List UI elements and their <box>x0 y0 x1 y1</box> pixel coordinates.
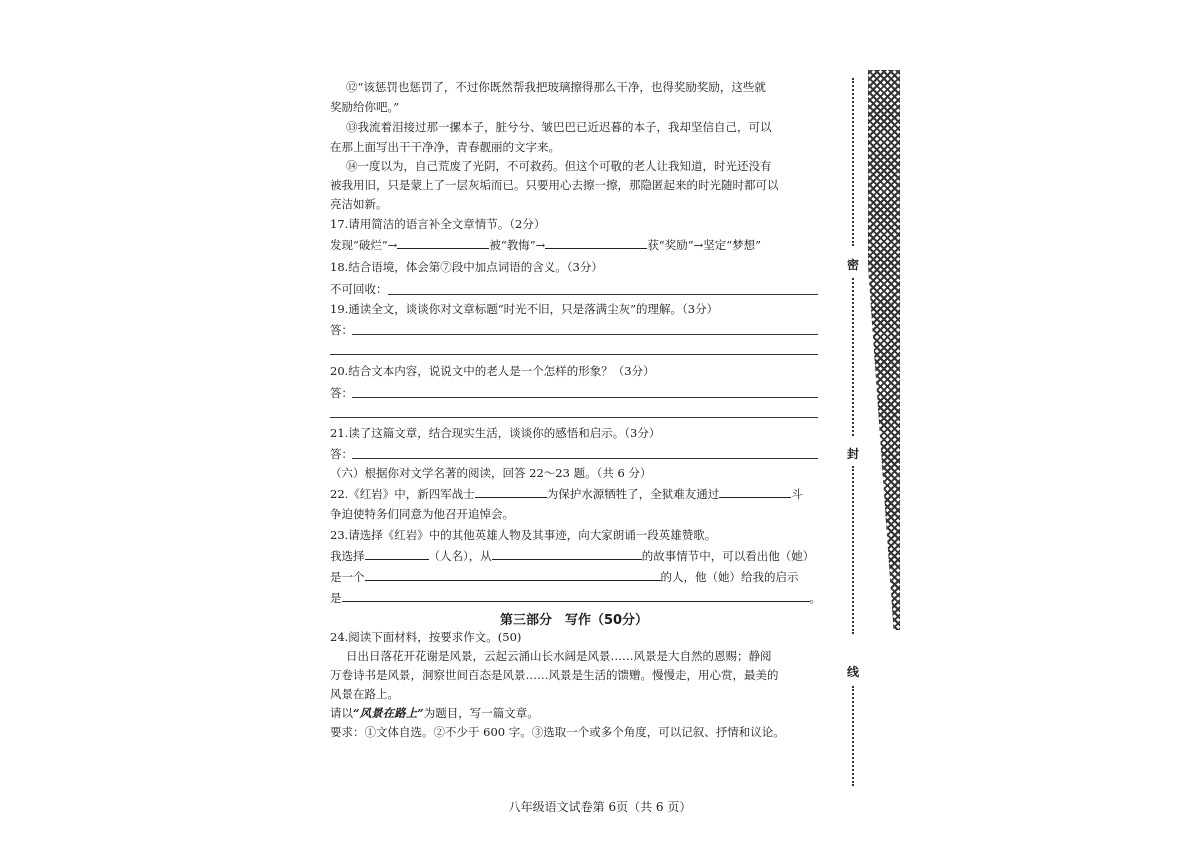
q17-part-a: 发现“破烂”→ <box>330 238 398 252</box>
passage-p14-line1: ⑭一度以为，自己荒废了光阴，不可救药。但这个可敬的老人让我知道，时光还没有 <box>346 159 772 173</box>
q17-part-b: 被“教悔”→ <box>489 238 546 252</box>
prompt-part-a: 请以 <box>330 706 353 720</box>
q23-answer-row-2 <box>330 568 830 586</box>
question-22-line2: 争迫使特务们同意为他召开追悼会。 <box>330 507 514 521</box>
binding-dotted-line-4 <box>852 686 856 786</box>
q18-answer-line[interactable] <box>388 294 818 295</box>
q20-answer-label: 答： <box>330 386 353 400</box>
question-22-line1 <box>330 485 830 503</box>
q23-blank-story[interactable] <box>492 547 642 560</box>
question-20: 20.结合文本内容，说说文中的老人是一个怎样的形象？（3分） <box>330 364 655 378</box>
material-line-2: 万卷诗书是风景，洞察世间百态是风景……风景是生活的馈赠。慢慢走，用心赏，最美的 <box>330 668 779 682</box>
binding-dotted-line-1 <box>852 78 856 246</box>
q23-blank-trait[interactable] <box>365 568 661 581</box>
q22-blank-2[interactable] <box>719 485 791 498</box>
writing-requirements: 要求：①文体自选。②不少于 600 字。③选取一个或多个角度，可以记叙、抒情和议论。 <box>330 725 785 739</box>
q21-answer-line[interactable] <box>352 458 818 459</box>
q19-answer-line-1[interactable] <box>352 334 818 335</box>
q18-answer-label: 不可回收： <box>330 282 388 296</box>
binding-dotted-line-2 <box>852 278 856 436</box>
q22-part-a: 22.《红岩》中，新四军战士 <box>330 487 475 501</box>
material-line-3: 风景在路上。 <box>330 687 399 701</box>
passage-p14-line3: 亮洁如新。 <box>330 197 388 211</box>
question-18: 18.结合语境，体会第⑦段中加点词语的含义。（3分） <box>330 260 603 274</box>
question-21: 21.读了这篇文章，结合现实生活，谈谈你的感悟和启示。（3分） <box>330 426 661 440</box>
q23-part-a: 我选择 <box>330 549 365 563</box>
q23-answer-row-1 <box>330 547 830 565</box>
q17-blank-2[interactable] <box>545 236 647 249</box>
q22-blank-1[interactable] <box>475 485 547 498</box>
q21-answer-label: 答： <box>330 447 353 461</box>
q23-part-b: （人名），从 <box>428 549 492 563</box>
section-6-heading: （六）根据你对文学名著的阅读，回答 22～23 题。（共 6 分） <box>330 466 652 480</box>
page-footer: 八年级语文试卷第 6页（共 6 页） <box>508 800 692 814</box>
q17-part-c: 获“奖励”→坚定“梦想” <box>647 238 761 252</box>
passage-p13-line2: 在那上面写出干干净净，青春靓丽的文字来。 <box>330 140 560 154</box>
q23-part-c: 的故事情节中，可以看出他（她） <box>641 549 815 563</box>
question-17-answer-row <box>330 236 830 254</box>
q22-part-c: 斗 <box>791 487 803 501</box>
q23-blank-name[interactable] <box>365 547 429 560</box>
question-19: 19.通读全文，谈谈你对文章标题“时光不旧，只是落满尘灰”的理解。（3分） <box>330 302 719 316</box>
binding-label-seal: 密 <box>846 258 859 272</box>
writing-section-title: 第三部分 写作（50分） <box>499 613 649 628</box>
question-17: 17.请用简洁的语言补全文章情节。（2分） <box>330 217 546 231</box>
prompt-part-b: 为题目，写一篇文章。 <box>423 706 539 720</box>
passage-p14-line2: 被我用旧，只是蒙上了一层灰垢而已。只要用心去擦一擦，那隐匿起来的时光随时都可以 <box>330 178 779 192</box>
q22-part-b: 为保护水源牺牲了，全狱难友通过 <box>546 487 720 501</box>
q23-blank-insight[interactable] <box>342 589 810 602</box>
binding-dotted-line-3 <box>852 466 856 634</box>
q23-part-d: 是一个 <box>330 570 365 584</box>
passage-p13-line1: ⑬我流着泪接过那一摞本子，脏兮兮、皱巴巴已近迟暮的本子，我却坚信自己，可以 <box>346 120 772 134</box>
passage-p12-line2: 奖励给你吧。” <box>330 100 400 114</box>
question-24: 24.阅读下面材料，按要求作文。(50) <box>330 630 522 644</box>
passage-p12-line1: ⑫“该惩罚也惩罚了，不过你既然帮我把玻璃擦得那么干净，也得奖励奖励，这些就 <box>346 80 766 94</box>
binding-label-fold: 封 <box>846 447 859 461</box>
material-line-1: 日出日落花开花谢是风景，云起云涌山长水阔是风景……风景是大自然的恩赐；静阅 <box>346 649 772 663</box>
q23-part-e: 的人，他（她）给我的启示 <box>660 570 799 584</box>
q23-part-f: 是 <box>330 591 342 605</box>
q19-answer-line-2[interactable] <box>330 354 818 355</box>
q19-answer-label: 答： <box>330 323 353 337</box>
writing-prompt <box>330 704 830 722</box>
binding-hatch-pattern <box>868 70 900 630</box>
q20-answer-line-2[interactable] <box>330 417 818 418</box>
q20-answer-line-1[interactable] <box>352 397 818 398</box>
q23-part-g: 。 <box>809 591 821 605</box>
binding-label-line: 线 <box>846 665 859 679</box>
q23-answer-row-3 <box>330 589 830 607</box>
prompt-essay-title: “风景在路上” <box>353 706 424 720</box>
question-23: 23.请选择《红岩》中的其他英雄人物及其事迹，向大家朗诵一段英雄赞歌。 <box>330 528 717 542</box>
q17-blank-1[interactable] <box>397 236 489 249</box>
